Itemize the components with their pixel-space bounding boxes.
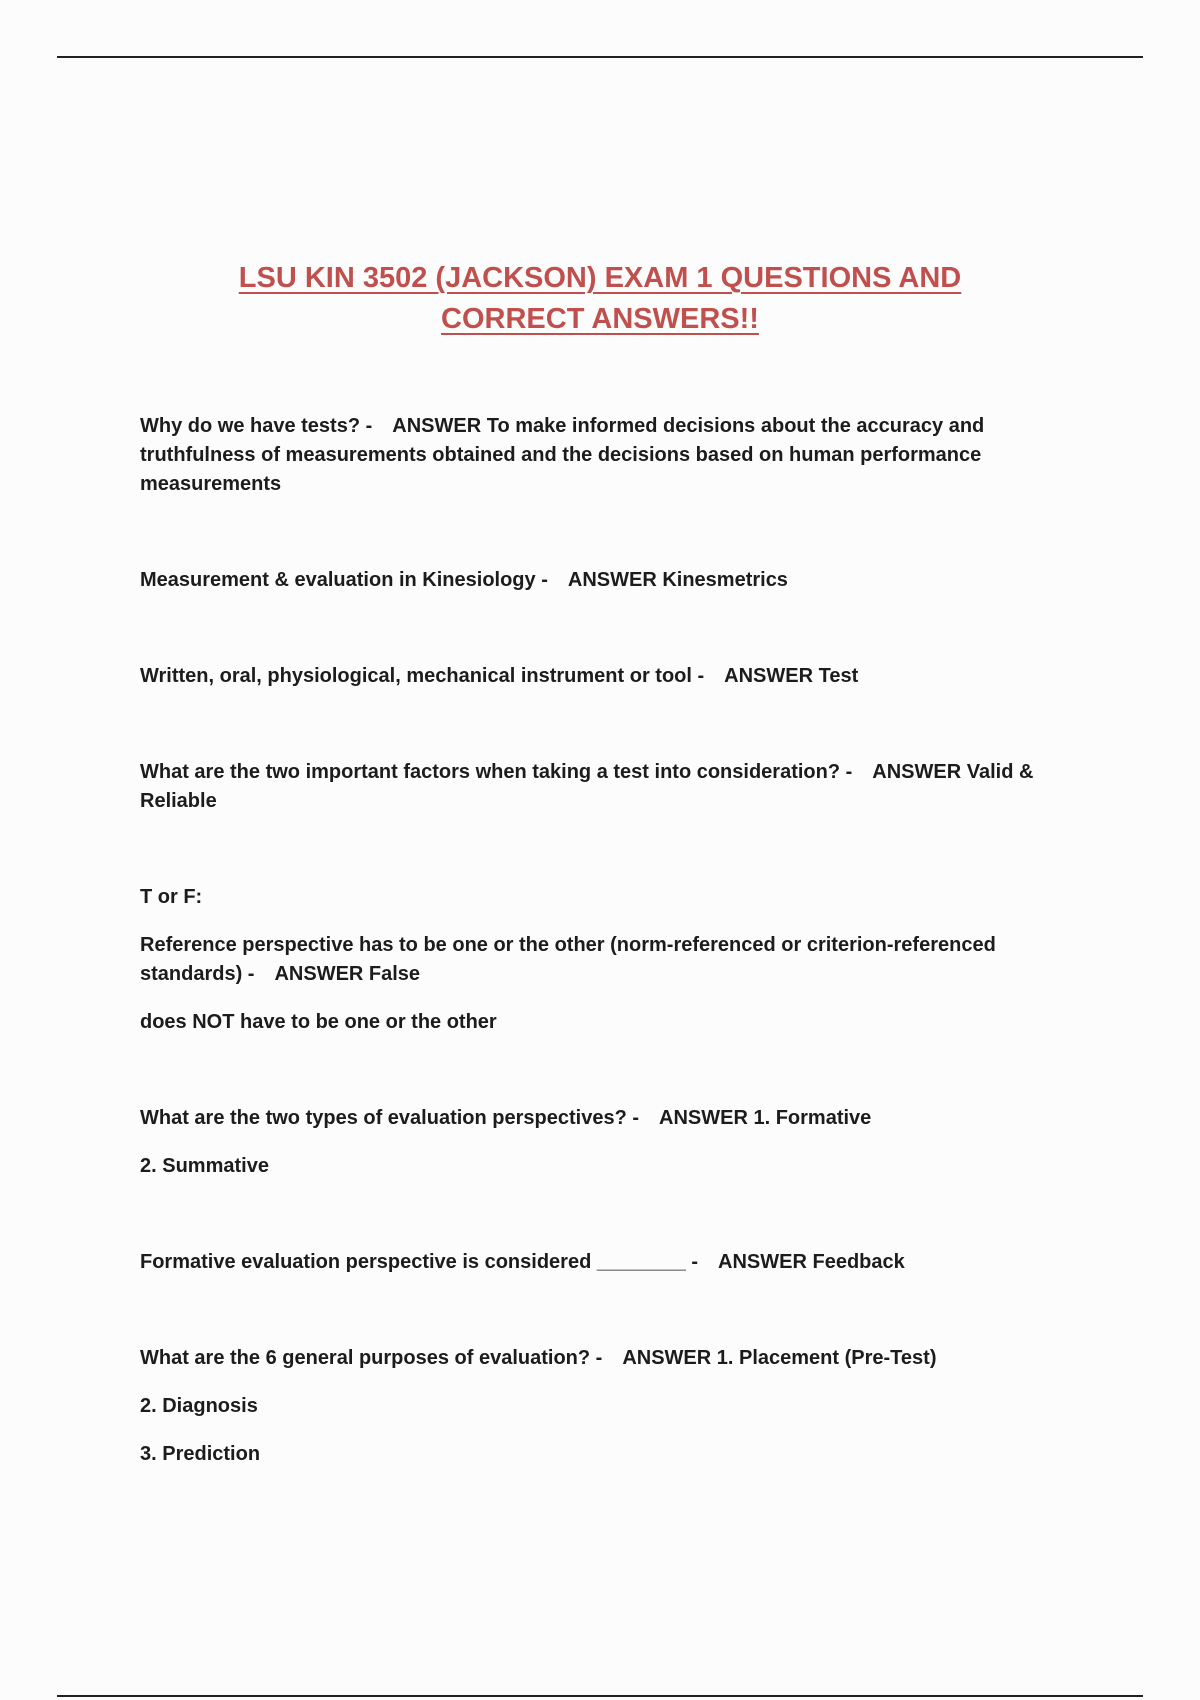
- qa-item-4: [140, 758, 1070, 816]
- answer-text: ANSWER 1. Formative: [659, 1107, 872, 1129]
- title-line-1: LSU KIN 3502 (JACKSON) EXAM 1 QUESTIONS AND: [238, 262, 962, 294]
- question-text: Why do we have tests? -: [140, 415, 373, 437]
- question-text: Formative evaluation perspective is considered ________ -: [140, 1251, 699, 1273]
- footer-rule: [57, 1695, 1143, 1697]
- title-line-2: CORRECT ANSWERS!!: [441, 303, 759, 335]
- answer-text: ANSWER 1. Placement (Pre-Test): [622, 1347, 937, 1369]
- question-text: What are the two types of evaluation perspectives? -: [140, 1107, 640, 1129]
- answer-extra: 2. Summative: [140, 1155, 269, 1177]
- answer-extra: does NOT have to be one or the other: [140, 1011, 497, 1033]
- question-text: What are the 6 general purposes of evaluation? -: [140, 1347, 603, 1369]
- qa-item-8: [140, 1344, 1070, 1469]
- answer-text: ANSWER Test: [724, 665, 859, 687]
- document-title: [100, 258, 1100, 340]
- question-prefix: T or F:: [140, 886, 203, 908]
- qa-item-6: [140, 1104, 1070, 1181]
- qa-item-2: [140, 566, 1070, 595]
- qa-item-3: [140, 662, 1070, 691]
- header-rule: [57, 56, 1143, 58]
- qa-item-8-body: [140, 1344, 1070, 1373]
- qa-item-5: [140, 883, 1070, 1037]
- answer-text: ANSWER Feedback: [718, 1251, 905, 1273]
- question-text: Written, oral, physiological, mechanical instrument or tool -: [140, 665, 705, 687]
- answer-text: ANSWER Kinesmetrics: [567, 569, 788, 591]
- question-text: Reference perspective has to be one or the other (norm-referenced or criterion-referenced standards) -: [140, 934, 996, 985]
- qa-item-1: [140, 412, 1070, 499]
- question-text: Measurement & evaluation in Kinesiology -: [140, 569, 548, 591]
- qa-item-7: [140, 1248, 1070, 1277]
- answer-text: ANSWER To make informed decisions about the accuracy and truthfulness of measurements obtained and the decisions based on human performance measurements: [140, 415, 985, 495]
- answer-text: ANSWER Valid & Reliable: [140, 761, 1034, 812]
- qa-item-5-body: [140, 931, 1070, 989]
- answer-extra-line-2: 3. Prediction: [140, 1443, 261, 1465]
- answer-extra-line-1: 2. Diagnosis: [140, 1395, 258, 1417]
- question-text: What are the two important factors when taking a test into consideration? -: [140, 761, 853, 783]
- qa-list: [140, 412, 1070, 1469]
- qa-item-6-body: [140, 1104, 1070, 1133]
- answer-text: ANSWER False: [274, 963, 421, 985]
